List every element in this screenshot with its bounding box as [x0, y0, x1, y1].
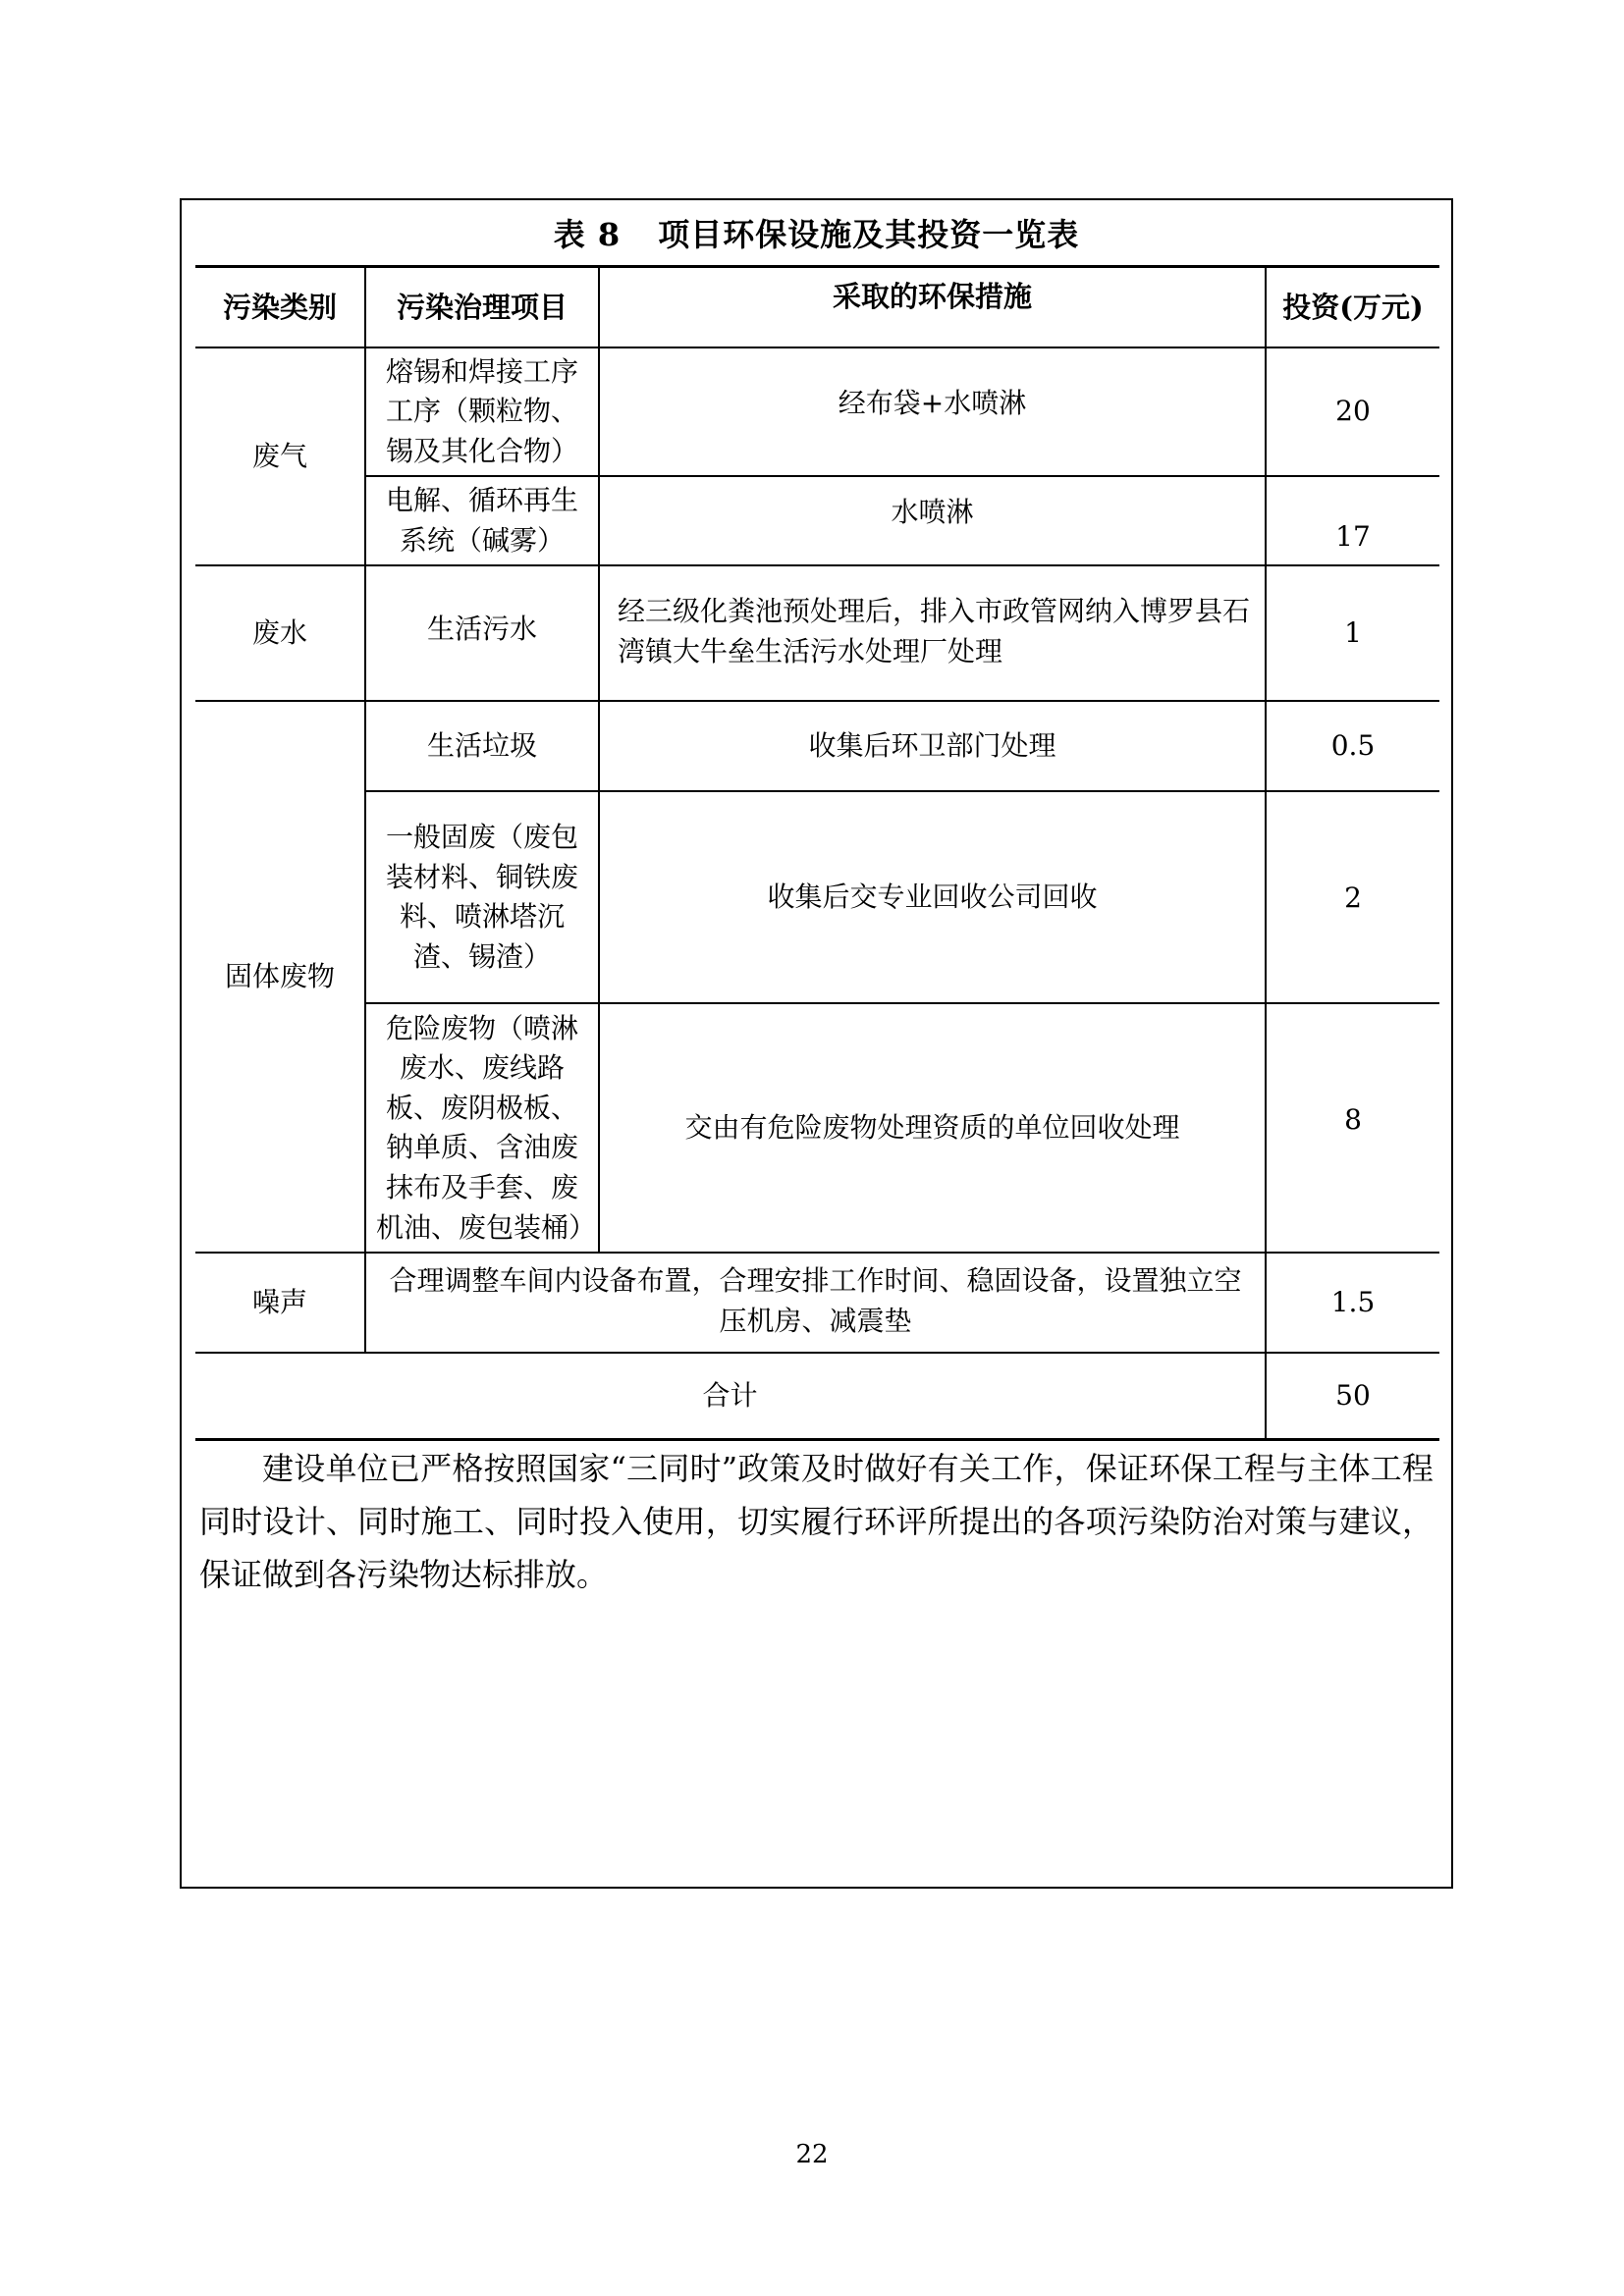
table-row — [195, 1253, 1439, 1353]
page-number: 22 — [795, 2140, 829, 2169]
item-cell: 生活污水 — [365, 565, 599, 701]
category-cell: 噪声 — [195, 1253, 365, 1353]
table-row — [195, 1003, 1439, 1253]
table-row — [195, 791, 1439, 1003]
item-cell: 熔锡和焊接工序工序（颗粒物、锡及其化合物） — [365, 347, 599, 477]
table-title-text: 项目环保设施及其投资一览表 — [658, 216, 1080, 253]
category-cell: 废气 — [195, 347, 365, 566]
investment-cell: 2 — [1266, 791, 1439, 1003]
table-row — [195, 701, 1439, 791]
item-cell: 危险废物（喷淋废水、废线路板、废阴极板、钠单质、含油废抹布及手套、废机油、废包装桶） — [365, 1003, 599, 1253]
measure-cell: 水喷淋 — [599, 476, 1266, 565]
item-cell: 一般固废（废包装材料、铜铁废料、喷淋塔沉渣、锡渣） — [365, 791, 599, 1003]
header-investment: 投资(万元) — [1266, 267, 1439, 347]
table-number: 表 8 — [553, 216, 622, 253]
measure-cell: 经布袋+水喷淋 — [599, 347, 1266, 477]
item-cell: 电解、循环再生系统（碱雾） — [365, 476, 599, 565]
table-row — [195, 565, 1439, 701]
investment-cell: 0.5 — [1266, 701, 1439, 791]
investment-cell: 1 — [1266, 565, 1439, 701]
header-measures: 采取的环保措施 — [599, 267, 1266, 347]
measure-cell: 经三级化粪池预处理后，排入市政管网纳入博罗县石湾镇大牛垒生活污水处理厂处理 — [599, 565, 1266, 701]
table-header-row — [195, 267, 1439, 347]
content-frame — [180, 198, 1453, 1889]
investment-cell: 17 — [1266, 476, 1439, 565]
investment-cell: 8 — [1266, 1003, 1439, 1253]
measure-cell: 收集后环卫部门处理 — [599, 701, 1266, 791]
header-treatment-item: 污染治理项目 — [365, 267, 599, 347]
total-value: 50 — [1266, 1353, 1439, 1439]
measure-cell: 收集后交专业回收公司回收 — [599, 791, 1266, 1003]
measure-cell: 合理调整车间内设备布置，合理安排工作时间、稳固设备，设置独立空压机房、减震垫 — [365, 1253, 1266, 1353]
table-row — [195, 476, 1439, 565]
table-row — [195, 347, 1439, 477]
category-cell: 废水 — [195, 565, 365, 701]
total-row — [195, 1353, 1439, 1439]
body-paragraph: 建设单位已严格按照国家“三同时”政策及时做好有关工作，保证环保工程与主体工程同时设计、同时施工、同时投入使用，切实履行环评所提出的各项污染防治对策与建议，保证做到各污染物达标排放。 — [199, 1450, 1434, 1593]
investment-cell: 1.5 — [1266, 1253, 1439, 1353]
investment-table — [195, 265, 1439, 1441]
investment-cell: 20 — [1266, 347, 1439, 477]
header-pollution-category: 污染类别 — [195, 267, 365, 347]
table-title — [182, 200, 1451, 265]
item-cell: 生活垃圾 — [365, 701, 599, 791]
total-label: 合计 — [195, 1353, 1266, 1439]
category-cell: 固体废物 — [195, 701, 365, 1253]
measure-cell: 交由有危险废物处理资质的单位回收处理 — [599, 1003, 1266, 1253]
